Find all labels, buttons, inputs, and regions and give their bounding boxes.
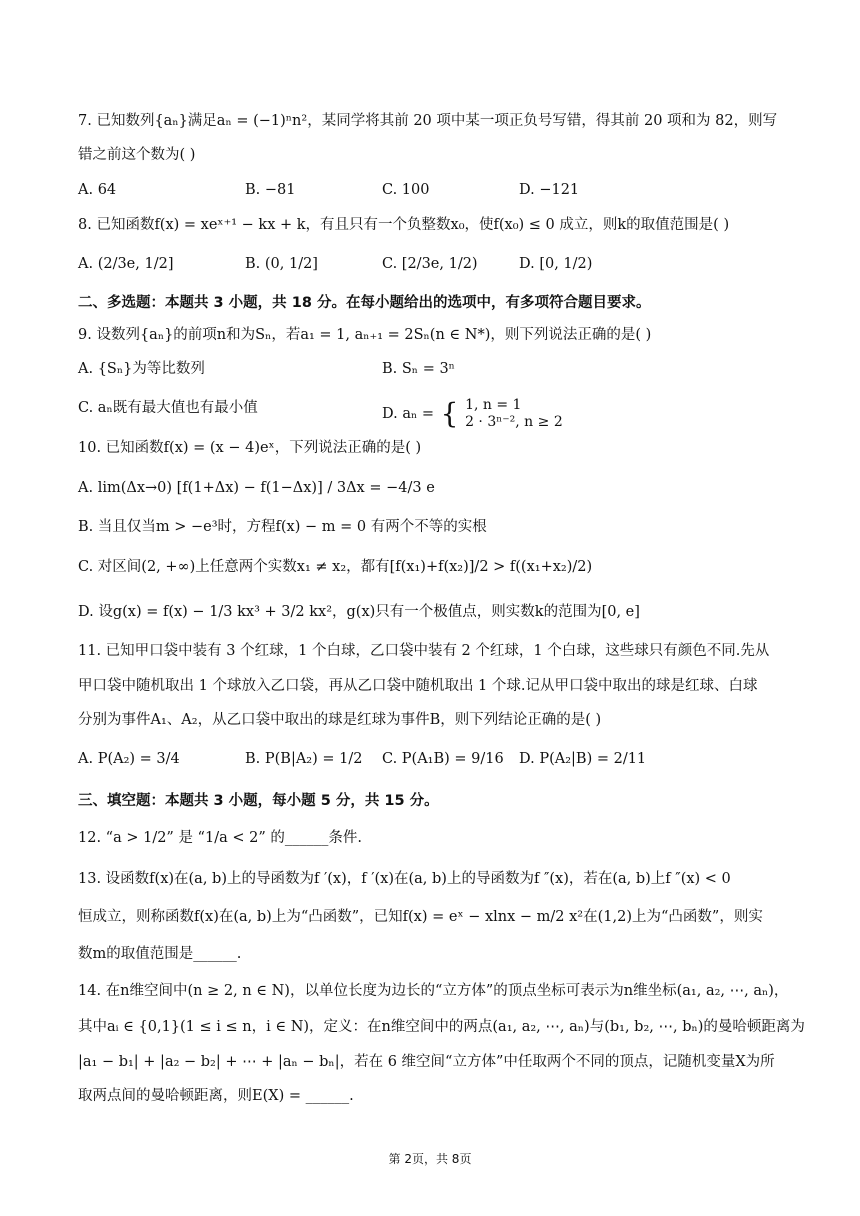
- q9-option-d-case2: 2 · 3ⁿ⁻², n ≥ 2: [465, 414, 563, 430]
- q10-option-d: D. 设g(x) = f(x) − 1/3 kx³ + 3/2 kx²，g(x)只有一个极值点，则实数k的范围为[0, e]: [78, 604, 640, 620]
- q14-line3: |a₁ − b₁| + |a₂ − b₂| + ⋯ + |aₙ − bₙ|，若在 6 维空间“立方体”中任取两个不同的顶点，记随机变量X为所: [78, 1054, 775, 1070]
- page-footer: 第 2页，共 8页: [388, 1152, 472, 1166]
- q7-option-a: A. 64: [78, 182, 117, 198]
- q8-line1: 8. 已知函数f(x) = xeˣ⁺¹ − kx + k，有且只有一个负整数x₀，使f(x₀) ≤ 0 成立，则k的取值范围是( ): [78, 217, 730, 233]
- q13-line1: 13. 设函数f(x)在(a, b)上的导函数为f ′(x)，f ′(x)在(a, b)上的导函数为f ″(x)，若在(a, b)上f ″(x) < 0: [78, 871, 731, 887]
- q11-option-c: C. P(A₁B) = 9/16: [382, 751, 504, 767]
- q14-line4: 取两点间的曼哈顿距离，则E(X) = ______.: [78, 1088, 354, 1104]
- q7-option-d: D. −121: [519, 182, 580, 198]
- q9-option-b: B. Sₙ = 3ⁿ: [382, 361, 455, 377]
- q13-line2: 恒成立，则称函数f(x)在(a, b)上为“凸函数”，已知f(x) = eˣ − xlnx − m/2 x²在(1,2)上为“凸函数”，则实: [78, 909, 763, 925]
- q9-option-d-prefix: D. aₙ =: [382, 406, 435, 422]
- q7-line2: 错之前这个数为( ): [78, 147, 196, 163]
- q8-option-d: D. [0, 1/2): [519, 256, 593, 272]
- q11-line1: 11. 已知甲口袋中装有 3 个红球，1 个白球，乙口袋中装有 2 个红球，1 个白球，这些球只有颜色不同.先从: [78, 643, 770, 659]
- q10-option-a: A. lim(Δx→0) [f(1+Δx) − f(1−Δx)] / 3Δx = −4/3 e: [78, 480, 435, 496]
- q7-option-b: B. −81: [245, 182, 296, 198]
- q13-line3: 数m的取值范围是______.: [78, 946, 242, 962]
- q11-line3: 分别为事件A₁、A₂，从乙口袋中取出的球是红球为事件B，则下列结论正确的是( ): [78, 712, 602, 728]
- q9-option-d-case1: 1, n = 1: [465, 397, 522, 413]
- section-fill-in-heading: 三、填空题：本题共 3 小题，每小题 5 分，共 15 分。: [78, 793, 439, 809]
- brace-symbol: {: [440, 397, 459, 430]
- q10-line1: 10. 已知函数f(x) = (x − 4)eˣ，下列说法正确的是( ): [78, 440, 422, 456]
- q9-option-a: A. {Sₙ}为等比数列: [78, 361, 205, 377]
- q8-option-c: C. [2/3e, 1/2): [382, 256, 478, 272]
- q10-option-c: C. 对区间(2, +∞)上任意两个实数x₁ ≠ x₂，都有[f(x₁)+f(x₂)]/2 > f((x₁+x₂)/2): [78, 559, 593, 575]
- q11-option-d: D. P(A₂|B) = 2/11: [519, 751, 647, 767]
- q8-option-b: B. (0, 1/2]: [245, 256, 318, 272]
- q9-line1: 9. 设数列{aₙ}的前项n和为Sₙ，若a₁ = 1, aₙ₊₁ = 2Sₙ(n ∈ N*)，则下列说法正确的是( ): [78, 327, 652, 343]
- q8-option-a: A. (2/3e, 1/2]: [78, 256, 174, 272]
- q7-option-c: C. 100: [382, 182, 430, 198]
- q11-option-b: B. P(B|A₂) = 1/2: [245, 751, 363, 767]
- q11-line2: 甲口袋中随机取出 1 个球放入乙口袋，再从乙口袋中随机取出 1 个球.记从甲口袋中取出的球是红球、白球: [78, 678, 758, 694]
- q9-option-d: [382, 397, 563, 431]
- q9-option-c: C. aₙ既有最大值也有最小值: [78, 400, 258, 416]
- q14-line2: 其中aᵢ ∈ {0,1}(1 ≤ i ≤ n，i ∈ N)，定义：在n维空间中的两点(a₁, a₂, ⋯, aₙ)与(b₁, b₂, ⋯, bₙ)的曼哈顿距离为: [78, 1019, 805, 1035]
- q11-option-a: A. P(A₂) = 3/4: [78, 751, 180, 767]
- q7-line1: 7. 已知数列{aₙ}满足aₙ = (−1)ⁿn²，某同学将其前 20 项中某一项正负号写错，得其前 20 项和为 82，则写: [78, 113, 778, 129]
- q12-line: 12. “a > 1/2” 是 “1/a < 2” 的______条件.: [78, 830, 362, 846]
- q14-line1: 14. 在n维空间中(n ≥ 2, n ∈ N)，以单位长度为边长的“立方体”的顶点坐标可表示为n维坐标(a₁, a₂, ⋯, aₙ)，: [78, 983, 789, 999]
- q10-option-b: B. 当且仅当m > −e³时，方程f(x) − m = 0 有两个不等的实根: [78, 519, 487, 535]
- section-multiple-choice-heading: 二、多选题：本题共 3 小题，共 18 分。在每小题给出的选项中，有多项符合题目要求。: [78, 295, 651, 311]
